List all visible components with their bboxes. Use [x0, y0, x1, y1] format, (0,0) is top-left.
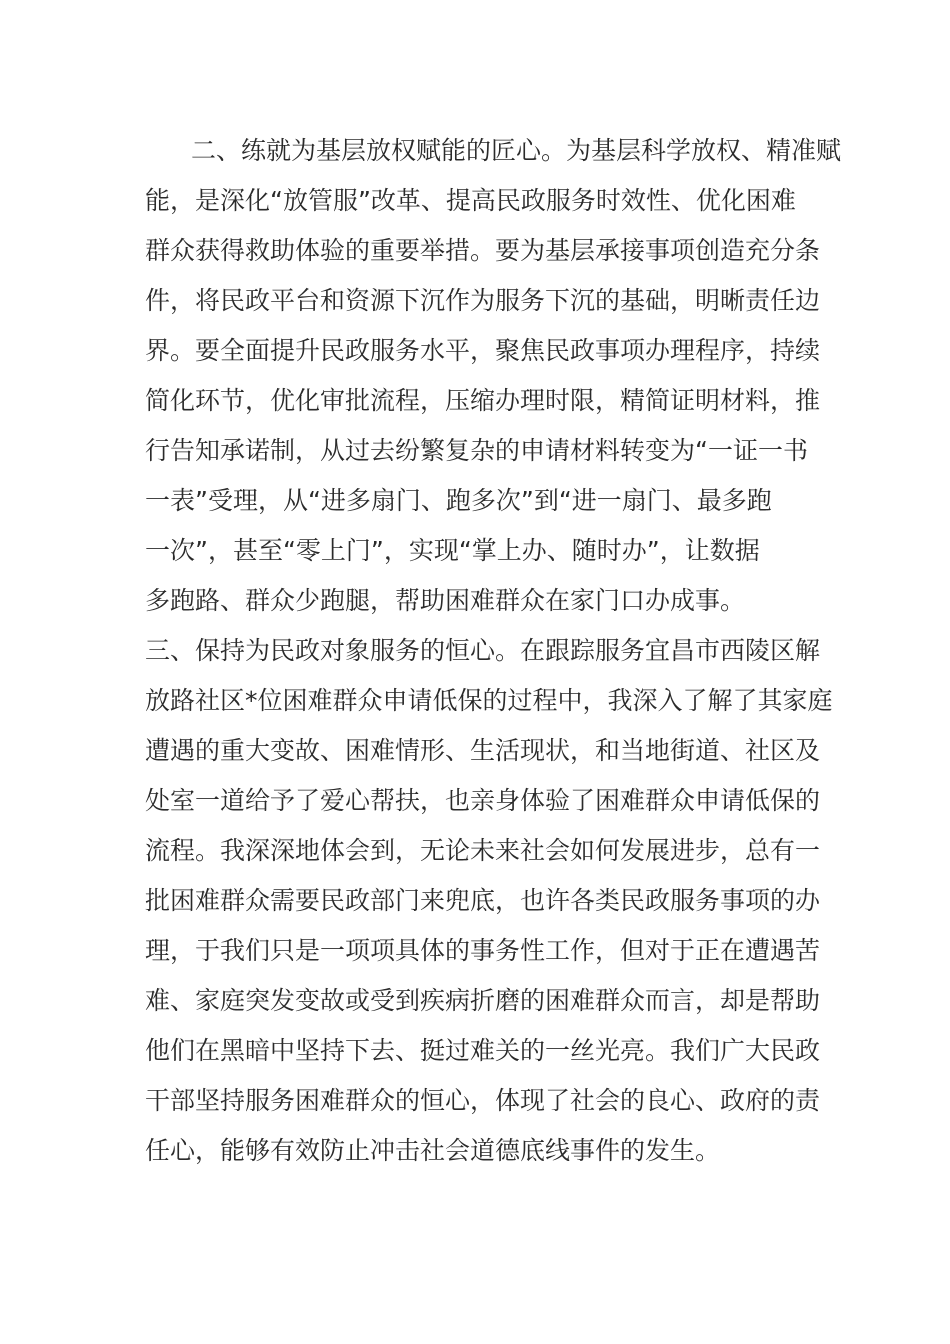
paragraph-line: 遭遇的重大变故、困难情形、生活现状，和当地街道、社区及: [145, 736, 821, 765]
paragraph-line: 能，是深化“放管服”改革、提高民政服务时效性、优化困难: [145, 186, 796, 215]
paragraph-line: 二、练就为基层放权赋能的匠心。为基层科学放权、精准赋: [191, 136, 842, 165]
paragraph-two: [145, 126, 842, 626]
paragraph-line: 批困难群众需要民政部门来兜底，也许各类民政服务事项的办: [145, 886, 821, 915]
paragraph-line: 一次”，甚至“零上门”，实现“掌上办、随时办”，让数据: [145, 536, 760, 565]
paragraph-line: 理，于我们只是一项项具体的事务性工作，但对于正在遭遇苦: [145, 936, 821, 965]
paragraph-line: 三、保持为民政对象服务的恒心。在跟踪服务宜昌市西陵区解: [145, 636, 821, 665]
document-body: [145, 126, 842, 1176]
paragraph-line: 群众获得救助体验的重要举措。要为基层承接事项创造充分条: [145, 236, 821, 265]
paragraph-line: 简化环节，优化审批流程，压缩办理时限，精简证明材料，推: [145, 386, 821, 415]
paragraph-line: 界。要全面提升民政服务水平，聚焦民政事项办理程序，持续: [145, 336, 821, 365]
paragraph-three: [145, 626, 833, 1176]
paragraph-line: 一表”受理，从“进多扇门、跑多次”到“进一扇门、最多跑: [145, 486, 772, 515]
paragraph-line: 难、家庭突发变故或受到疾病折磨的困难群众而言，却是帮助: [145, 986, 821, 1015]
paragraph-line: 处室一道给予了爱心帮扶，也亲身体验了困难群众申请低保的: [145, 786, 821, 815]
paragraph-line: 行告知承诺制，从过去纷繁复杂的申请材料转变为“一证一书: [145, 436, 808, 465]
paragraph-line: 任心，能够有效防止冲击社会道德底线事件的发生。: [145, 1136, 721, 1165]
paragraph-line: 件，将民政平台和资源下沉作为服务下沉的基础，明晰责任边: [145, 286, 821, 315]
paragraph-line: 流程。我深深地体会到，无论未来社会如何发展进步，总有一: [145, 836, 821, 865]
paragraph-line: 放路社区*位困难群众申请低保的过程中，我深入了解了其家庭: [145, 686, 833, 715]
paragraph-line: 干部坚持服务困难群众的恒心，体现了社会的良心、政府的责: [145, 1086, 821, 1115]
paragraph-line: 多跑路、群众少跑腿，帮助困难群众在家门口办成事。: [145, 586, 746, 615]
paragraph-line: 他们在黑暗中坚持下去、挺过难关的一丝光亮。我们广大民政: [145, 1036, 821, 1065]
